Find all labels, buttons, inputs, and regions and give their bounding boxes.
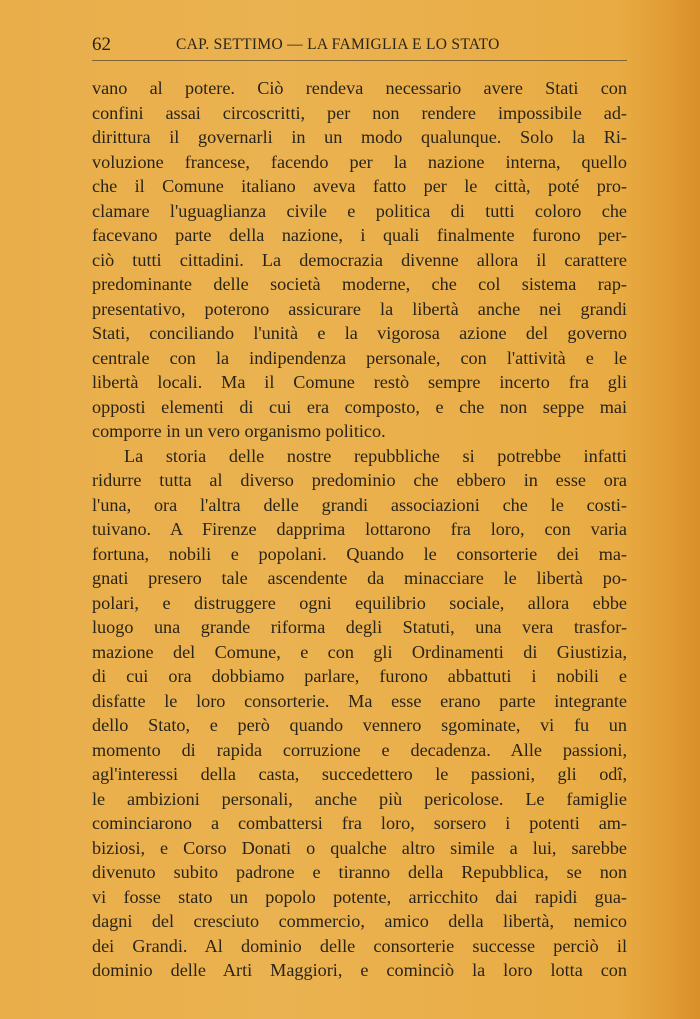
- text-line: ridurre tutta al diverso predominio che ebbero in esse ora: [92, 470, 627, 490]
- text-line: cominciarono a combattersi fra loro, sorsero i potenti am-: [92, 813, 627, 833]
- text-line: biziosi, e Corso Donati o qualche altro simile a lui, sarebbe: [92, 837, 627, 858]
- text-line: libertà locali. Ma il Comune restò sempre incerto fra gli: [92, 372, 627, 392]
- body-text: [92, 76, 627, 983]
- text-line: facevano parte della nazione, i quali finalmente furono per-: [92, 225, 627, 245]
- text-line: dirittura il governarli in un modo qualunque. Solo la Ri-: [92, 127, 627, 147]
- text-line: presentativo, poterono assicurare la libertà anche nei grandi: [92, 298, 627, 319]
- text-line: vano al potere. Ciò rendeva necessario avere Stati con: [92, 78, 627, 98]
- text-line: voluzione francese, facendo per la nazione interna, quello: [92, 151, 627, 172]
- text-line: dei Grandi. Al dominio delle consorterie successe perciò il: [92, 935, 627, 956]
- text-line: gnati presero tale ascendente da minacciare le libertà po-: [92, 568, 627, 588]
- text-line: dagni del cresciuto commercio, amico della libertà, nemico: [92, 911, 627, 931]
- text-line: polari, e distruggere ogni equilibrio sociale, allora ebbe: [92, 592, 627, 613]
- text-line: comporre in un vero organismo politico.: [92, 421, 386, 441]
- text-line: dello Stato, e però quando vennero sgominate, vi fu un: [92, 715, 627, 735]
- text-line: momento di rapida corruzione e decadenza. Alle passioni,: [92, 739, 627, 760]
- header-rule: [92, 60, 627, 61]
- page-number: 62: [92, 34, 111, 55]
- text-line: mazione del Comune, e con gli Ordinamenti di Giustizia,: [92, 641, 627, 662]
- text-line: divenuto subito padrone e tiranno della Repubblica, se non: [92, 862, 627, 882]
- text-line: fortuna, nobili e popolani. Quando le consorterie dei ma-: [92, 543, 627, 564]
- text-line: confini assai circoscritti, per non rendere impossibile ad-: [92, 102, 627, 123]
- text-line: le ambizioni personali, anche più pericolose. Le famiglie: [92, 788, 627, 809]
- text-line: l'una, ora l'altra delle grandi associazioni che le costi-: [92, 494, 627, 515]
- text-line: disfatte le loro consorterie. Ma esse erano parte integrante: [92, 690, 627, 711]
- text-line: ciò tutti cittadini. La democrazia divenne allora il carattere: [92, 249, 627, 270]
- text-line: clamare l'uguaglianza civile e politica di tutti coloro che: [92, 200, 627, 221]
- text-line: centrale con la indipendenza personale, con l'attività e le: [92, 347, 627, 368]
- text-line: agl'interessi della casta, succedettero le passioni, gli odî,: [92, 764, 627, 784]
- text-line: luogo una grande riforma degli Statuti, una vera trasfor-: [92, 617, 627, 637]
- text-line: che il Comune italiano aveva fatto per le città, poté pro-: [92, 176, 627, 196]
- paragraph-start-line: La storia delle nostre repubbliche si potrebbe infatti: [124, 445, 627, 466]
- text-line: predominante delle società moderne, che col sistema rap-: [92, 274, 627, 294]
- running-title: CAP. SETTIMO — LA FAMIGLIA E LO STATO: [176, 36, 500, 53]
- text-line: di cui ora dobbiamo parlare, furono abbattuti i nobili e: [92, 666, 627, 686]
- text-line: opposti elementi di cui era composto, e che non seppe mai: [92, 396, 627, 417]
- text-line: tuivano. A Firenze dapprima lottarono fra loro, con varia: [92, 519, 627, 539]
- text-line: Stati, conciliando l'unità e la vigorosa azione del governo: [92, 323, 627, 343]
- text-line: dominio delle Arti Maggiori, e cominciò la loro lotta con: [92, 960, 627, 980]
- text-line: vi fosse stato un popolo potente, arricchito dai rapidi gua-: [92, 886, 627, 907]
- page-header: [92, 34, 627, 56]
